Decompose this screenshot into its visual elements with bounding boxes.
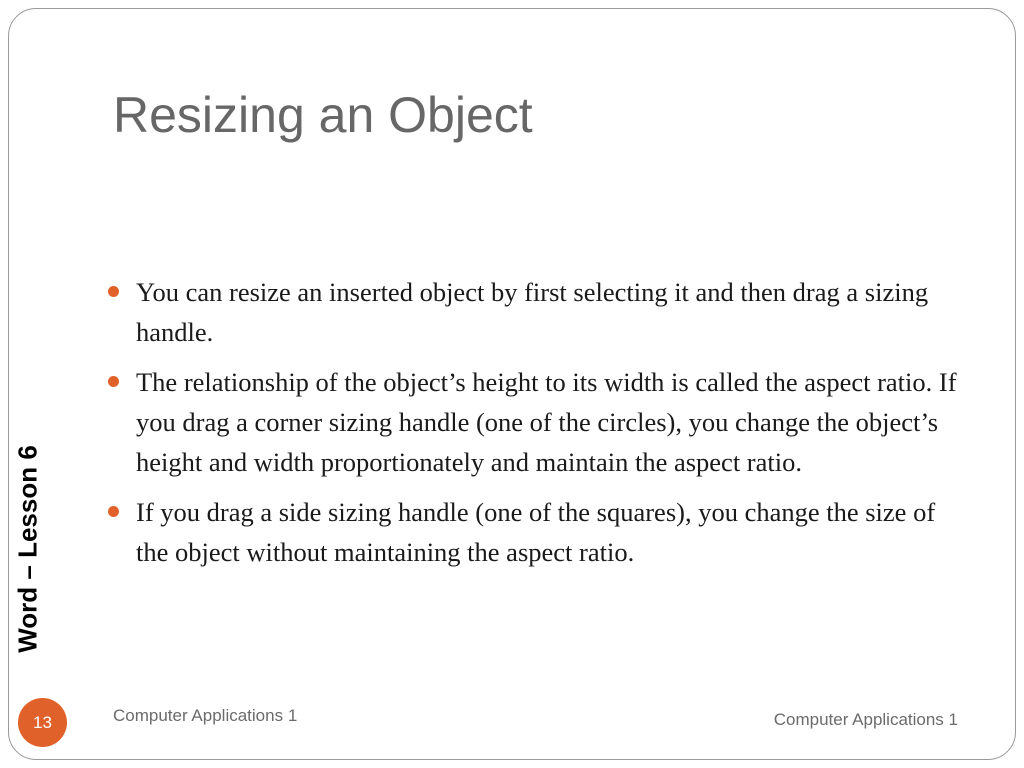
bullet-icon [108, 286, 119, 297]
page-number: 13 [33, 712, 52, 732]
bullet-item [104, 272, 964, 352]
side-lesson-label [13, 438, 43, 660]
bullet-icon [108, 376, 119, 387]
bullet-text: You can resize an inserted object by first selecting it and then drag a sizing handle. [136, 277, 929, 347]
page-number-badge [18, 698, 67, 747]
side-lesson-label-text: Word – Lesson 6 [12, 445, 43, 653]
bullet-item [104, 492, 964, 572]
bullet-list [104, 272, 964, 582]
footer-right: Computer Applications 1 [773, 710, 958, 729]
bullet-text: The relationship of the object’s height to its width is called the aspect ratio. If you drag a corner sizing handle (one of the circles), you change the object’s height and width proportionately and maintain the aspect ratio. [136, 367, 957, 477]
bullet-item [104, 362, 964, 482]
bullet-text: If you drag a side sizing handle (one of the squares), you change the size of the object without maintaining the aspect ratio. [136, 497, 936, 567]
slide-title: Resizing an Object [113, 87, 533, 143]
bullet-icon [108, 506, 119, 517]
footer-left: Computer Applications 1 [113, 706, 298, 725]
